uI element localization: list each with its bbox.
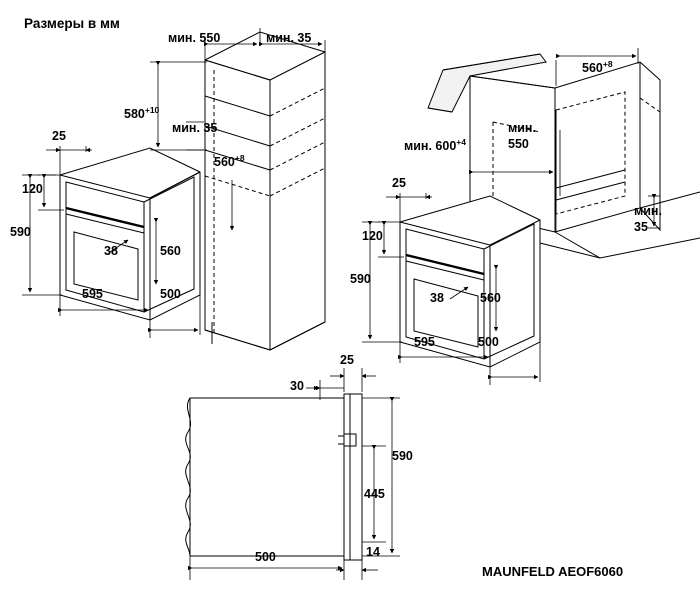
dim-label-560p8-right: $560^{+8}$ <box>582 59 613 76</box>
dim-sup-560p8: +8 <box>234 153 245 163</box>
dim-label-min-lower: мин. <box>634 204 662 218</box>
dim-label-min35-inner: мин. 35 <box>172 121 218 135</box>
dim-label-38-right: 38 <box>430 291 444 305</box>
dim-label-590-plan: 590 <box>392 449 413 463</box>
dim-sup-560p8-right: +8 <box>602 59 613 69</box>
dim-label-120-left: 120 <box>22 182 43 196</box>
dim-label-25-right: 25 <box>392 176 406 190</box>
dim-sup-min600: +4 <box>456 137 466 147</box>
model-name: MAUNFELD AEOF6060 <box>482 564 624 579</box>
dim-label-25-plan: 25 <box>340 353 354 367</box>
dim-label-560-left: 560 <box>160 244 181 258</box>
dim-label-38-left: 38 <box>104 244 118 258</box>
dim-label-550: 550 <box>508 137 529 151</box>
page-title: Размеры в мм <box>24 16 120 31</box>
dim-label-560p8: $560^{+8}$ <box>214 153 245 170</box>
dim-label-595-left: 595 <box>82 287 103 301</box>
dim-label-500-left: 500 <box>160 287 181 301</box>
dim-label-35: 35 <box>634 220 648 234</box>
dim-label-min600: мин. $600^{+4}$ <box>404 137 466 154</box>
dim-label-500-right: 500 <box>478 335 499 349</box>
dim-label-590-left: 590 <box>10 225 31 239</box>
dim-label-590-right: 590 <box>350 272 371 286</box>
dim-label-30-plan: 30 <box>290 379 304 393</box>
dim-label-580: $580^{+10}$ <box>124 105 160 122</box>
dim-sup-580: +10 <box>144 105 160 115</box>
dim-label-500-plan: 500 <box>255 550 276 564</box>
dim-label-120-right: 120 <box>362 229 383 243</box>
dim-label-445-plan: 445 <box>364 487 385 501</box>
dim-label-min550: мин. 550 <box>168 31 221 45</box>
dim-label-25-left: 25 <box>52 129 66 143</box>
dim-label-14-plan: 14 <box>366 545 380 559</box>
dim-label-min-upper: мин. <box>508 121 536 135</box>
tall-cabinet <box>205 32 325 350</box>
dim-label-595-right: 595 <box>414 335 435 349</box>
top-plan-oven <box>186 394 362 560</box>
dim-label-560-right: 560 <box>480 291 501 305</box>
dim-label-min35-top: мин. 35 <box>266 31 312 45</box>
